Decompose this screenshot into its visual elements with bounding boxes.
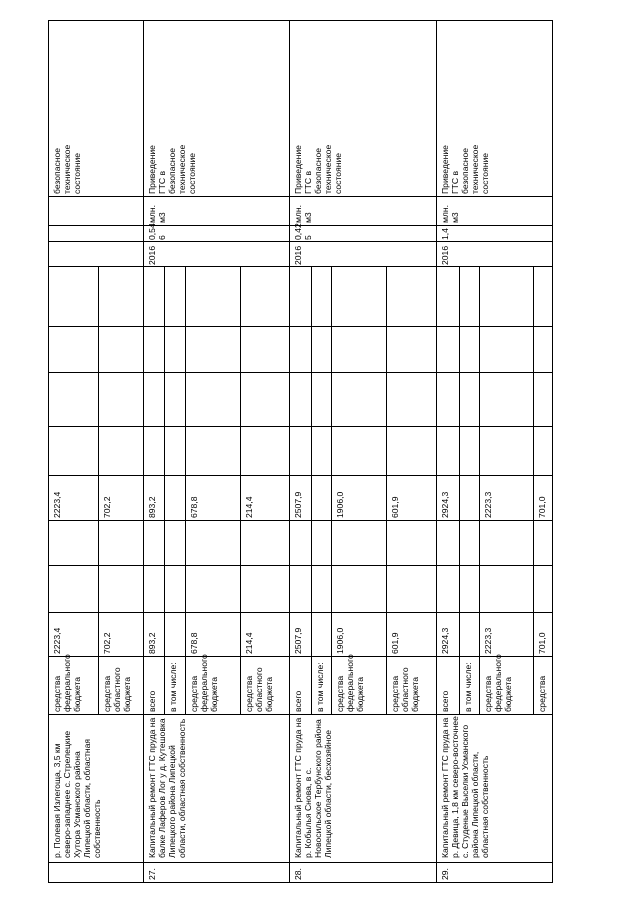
table-rule xyxy=(533,267,534,715)
table-rule xyxy=(98,267,99,715)
table-rule xyxy=(48,266,553,267)
amount-year: 702,2 xyxy=(102,496,112,518)
rotated-table xyxy=(48,21,553,883)
table-rule xyxy=(48,326,553,327)
table-rule xyxy=(48,20,553,21)
amount-total: 701,0 xyxy=(537,632,547,654)
amount-year: 214,4 xyxy=(244,496,254,518)
amount-total: 214,4 xyxy=(244,632,254,654)
table-rule xyxy=(386,267,387,715)
year-value: 2016 xyxy=(293,245,303,265)
year-value: 2016 xyxy=(147,245,157,265)
funding-source-label: в том числе: xyxy=(315,662,325,712)
table-rule xyxy=(48,520,553,521)
object-title: Капитальный ремонт ГТС пруда на балке Лаферов Лог у д. Кутешовка Липецкого района Липецкой области, областная собственность xyxy=(147,717,187,858)
capacity-unit: млн. м3 xyxy=(147,204,167,223)
table-rule xyxy=(164,267,165,715)
object-title: Капитальный ремонт ГТС пруда на р. Кобылья Снова, в с. Новосильское Тербунского района Липецкой области, бесхозяйное xyxy=(293,717,333,858)
capacity-unit: млн. м3 xyxy=(293,204,313,223)
row-number: 27. xyxy=(147,868,157,880)
table-rule xyxy=(240,267,241,715)
funding-source-label: в том числе: xyxy=(168,662,178,712)
expected-result: Приведение ГТС в безопасное техническое состояние xyxy=(440,144,490,194)
funding-source-label: в том числе: xyxy=(463,662,473,712)
funding-source-label: средства областного бюджета xyxy=(390,667,420,712)
table-rule xyxy=(48,21,49,883)
amount-year: 678,8 xyxy=(189,496,199,518)
amount-year: 2223,3 xyxy=(483,491,493,518)
capacity-value: 1,4 xyxy=(440,228,450,240)
amount-year: 601,9 xyxy=(390,496,400,518)
object-title: Капитальный ремонт ГТС пруда на р. Девица, 1,8 км северо-восточнее с. Студеные Выселки Усманского района Липецкой области, областная собственность xyxy=(440,716,490,858)
amount-total: 2924,3 xyxy=(440,627,450,654)
funding-source-label: средства федерального бюджета xyxy=(189,654,219,712)
row-number: 28. xyxy=(293,868,303,880)
expected-result: Приведение ГТС в безопасное техническое состояние xyxy=(293,144,343,194)
funding-source-label: средства областного бюджета xyxy=(102,667,132,712)
table-rule xyxy=(48,565,553,566)
table-rule xyxy=(289,21,290,883)
amount-total: 2223,4 xyxy=(52,627,62,654)
amount-year: 2507,9 xyxy=(293,491,303,518)
amount-total: 2223,3 xyxy=(483,627,493,654)
amount-total: 1906,0 xyxy=(335,627,345,654)
amount-year: 2223,4 xyxy=(52,491,62,518)
table-rule xyxy=(185,267,186,715)
object-title: р. Полевая Излегоща, 3,5 км северо-западнее с. Стрелецкие Хутора Усманского района Липецкой области, областная собственность xyxy=(52,730,102,858)
capacity-unit: млн. м3 xyxy=(440,204,460,223)
amount-total: 702,2 xyxy=(102,632,112,654)
table-rule xyxy=(48,882,553,883)
year-value: 2016 xyxy=(440,245,450,265)
amount-total: 601,9 xyxy=(390,632,400,654)
table-rule xyxy=(48,714,553,715)
amount-total: 2507,9 xyxy=(293,627,303,654)
table-rule xyxy=(479,267,480,715)
amount-year: 1906,0 xyxy=(335,491,345,518)
table-rule xyxy=(48,862,553,863)
table-rule xyxy=(48,372,553,373)
amount-year: 701,0 xyxy=(537,496,547,518)
funding-source-label: средства областного бюджета xyxy=(244,667,274,712)
funding-source-label: всего xyxy=(147,690,157,712)
row-number: 29. xyxy=(440,868,450,880)
table-rule xyxy=(48,426,553,427)
amount-total: 893,2 xyxy=(147,632,157,654)
table-rule xyxy=(143,21,144,883)
table-rule xyxy=(331,267,332,715)
table-rule xyxy=(552,21,553,883)
capacity-value: 0,42 5 xyxy=(293,223,313,240)
funding-source-label: всего xyxy=(440,690,450,712)
funding-source-label: средства федерального бюджета xyxy=(335,654,365,712)
table-rule xyxy=(436,21,437,883)
amount-total: 678,8 xyxy=(189,632,199,654)
funding-source-label: всего xyxy=(293,690,303,712)
capacity-value: 0,54 6 xyxy=(147,223,167,240)
expected-result: Приведение ГТС в безопасное техническое состояние xyxy=(147,144,197,194)
funding-source-label: средства федерального бюджета xyxy=(483,654,513,712)
expected-result: безопасное техническое состояние xyxy=(52,144,82,194)
funding-source-label: средства федерального бюджета xyxy=(52,654,82,712)
table-rule xyxy=(311,267,312,715)
table-rule xyxy=(459,267,460,715)
funding-source-label: средства xyxy=(537,675,547,712)
amount-year: 893,2 xyxy=(147,496,157,518)
amount-year: 2924,3 xyxy=(440,491,450,518)
